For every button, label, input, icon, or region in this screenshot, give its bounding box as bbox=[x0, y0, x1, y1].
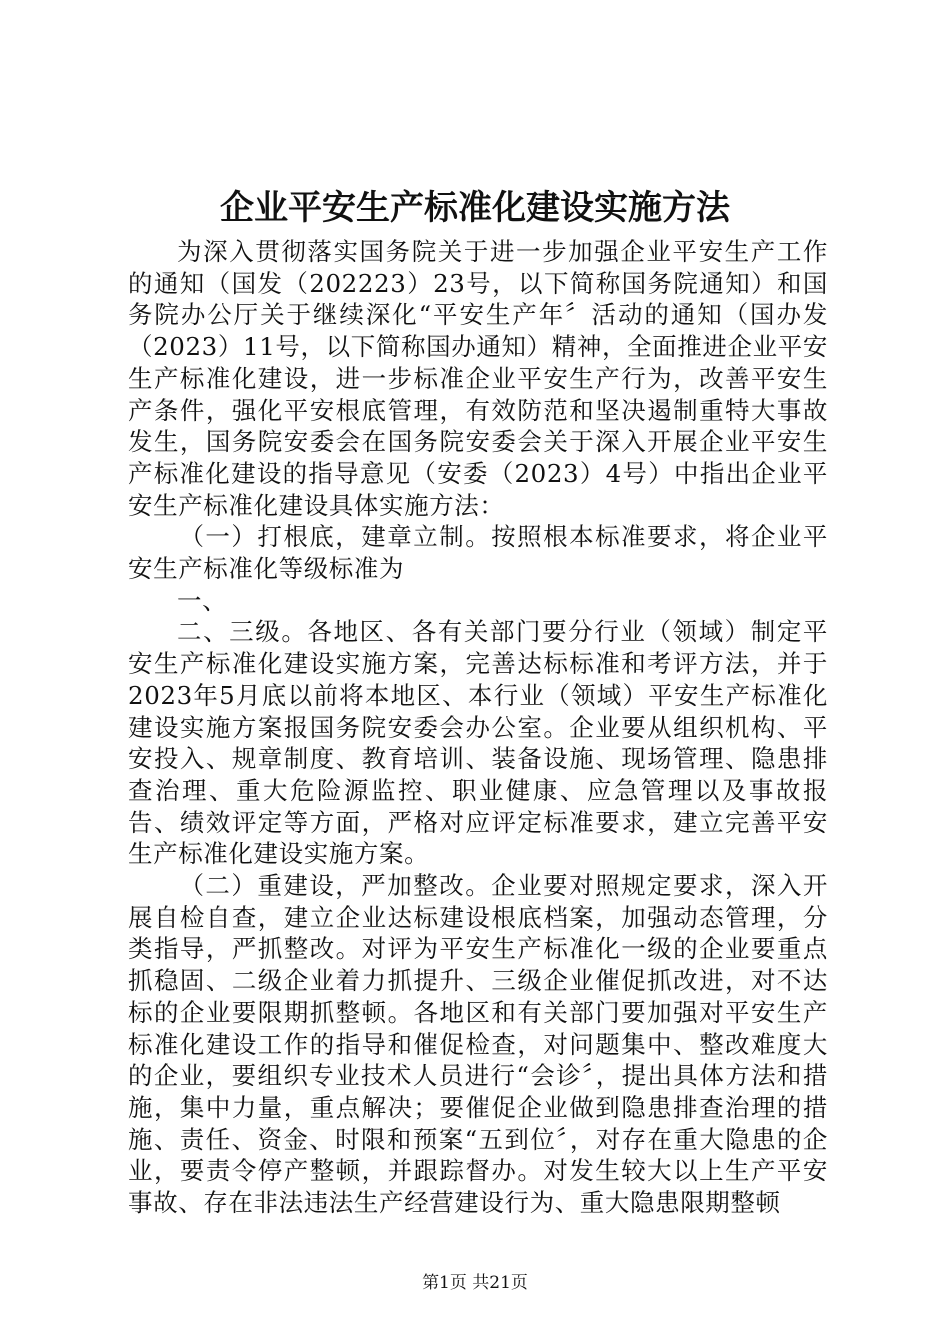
document-title: 企业平安生产标准化建设实施方法 bbox=[220, 188, 730, 228]
page-number: 第1页 共21页 bbox=[422, 1273, 528, 1293]
document-body bbox=[128, 236, 828, 1219]
paragraph-section-2: （二）重建设，严加整改。企业要对照规定要求，深入开展自检自查，建立企业达标建设根底档案，加强动态管理，分类指导，严抓整改。对评为平安生产标准化一级的企业要重点抓稳固、二级企业着力抓提升、三级企业催促抓改进，对不达标的企业要限期抓整顿。各地区和有关部门要加强对平安生产标准化建设工作的指导和催促检查，对问题集中、整改难度大的企业，要组织专业技术人员进行“会诊〞，提出具体方法和措施，集中力量，重点解决；要催促企业做到隐患排查治理的措施、责任、资金、时限和预案“五到位〞，对存在重大隐患的企业，要责令停产整顿，并跟踪督办。对发生较大以上生产平安事故、存在非法违法生产经营建设行为、重大隐患限期整顿 bbox=[128, 871, 828, 1218]
paragraph-section-1: （一）打根底，建章立制。按照根本标准要求，将企业平安生产标准化等级标准为 bbox=[128, 522, 828, 584]
paragraph-levels: 二、三级。各地区、各有关部门要分行业（领域）制定平安生产标准化建设实施方案，完善达标标准和考评方法，并于2023年5月底以前将本地区、本行业（领域）平安生产标准化建设实施方案报国务院安委会办公室。企业要从组织机构、平安投入、规章制度、教育培训、装备设施、现场管理、隐患排查治理、重大危险源监控、职业健康、应急管理以及事故报告、绩效评定等方面，严格对应评定标准要求，建立完善平安生产标准化建设实施方案。 bbox=[128, 617, 828, 869]
paragraph-intro: 为深入贯彻落实国务院关于进一步加强企业平安生产工作的通知（国发（202223）23号，以下简称国务院通知）和国务院办公厅关于继续深化“平安生产年〞活动的通知（国办发（2023）11号，以下简称国办通知）精神，全面推进企业平安生产标准化建设，进一步标准企业平安生产行为，改善平安生产条件，强化平安根底管理，有效防范和坚决遏制重特大事故发生，国务院安委会在国务院安委会关于深入开展企业平安生产标准化建设的指导意见（安委（2023）4号）中指出企业平安生产标准化建设具体实施方法： bbox=[128, 237, 828, 520]
paragraph-list-marker: 一、 bbox=[177, 585, 228, 615]
